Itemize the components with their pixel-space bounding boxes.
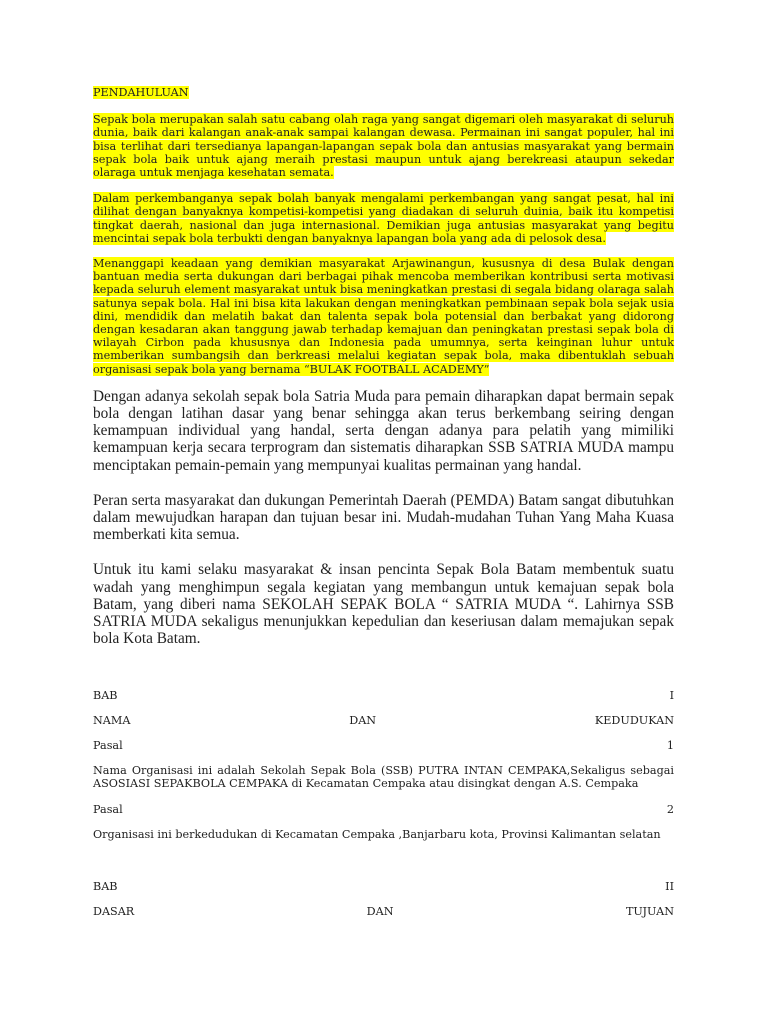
- bab-number: II: [665, 879, 674, 893]
- pasal-label: Pasal: [93, 802, 123, 816]
- bab1-title-row: [93, 714, 674, 727]
- pasal2-heading-row: [93, 803, 674, 816]
- bab2-title-word-3: TUJUAN: [625, 905, 674, 919]
- intro-paragraph-1: Sepak bola merupakan salah satu cabang olah raga yang sangat digemari oleh masyarakat di seluruh dunia, baik dari kalangan anak-anak sampai kalangan dewasa. Permainan ini sangat populer, hal ini bisa terlihat dari tersedianya lapangan-lapangan sepak bola dan antusias masyarakat yang bermain sepak bola baik untuk ajang meraih prestasi maupun untuk ajang berekreasi ataupun sekedar olaraga untuk menjaga kesehatan semata.: [93, 113, 674, 180]
- pasal-number: 2: [666, 802, 674, 816]
- bab1-title-word-3: KEDUDUKAN: [594, 713, 674, 727]
- intro-paragraph-5: Peran serta masyarakat dan dukungan Pemerintah Daerah (PEMDA) Batam sangat dibutuhkan dalam mewujudkan harapan dan tujuan besar ini. Mudah-mudahan Tuhan Yang Maha Kuasa memberkati kita semua.: [93, 491, 674, 544]
- pasal-label: Pasal: [93, 738, 123, 752]
- bab1-title-word-2: DAN: [349, 713, 377, 727]
- document-page: [93, 86, 674, 918]
- intro-paragraph-6: Untuk itu kami selaku masyarakat & insan pencinta Sepak Bola Batam membentuk suatu wadah yang menghimpun segala kegiatan yang membangun untuk kemajuan sepak bola Batam, yang diberi nama SEKOLAH SEPAK BOLA “ SATRIA MUDA “. Lahirnya SSB SATRIA MUDA sekaligus menunjukkan kepedulian dan keseriusan dalam memajukan sepak bola Kota Batam.: [93, 561, 674, 648]
- bab-number: I: [669, 688, 674, 702]
- intro-paragraph-3: Menanggapi keadaan yang demikian masyarakat Arjawinangun, kususnya di desa Bulak dengan bantuan media serta dukungan dari berbagai pihak mencoba memberikan kontribusi serta motivasi kepada seluruh element masyarakat untuk bisa meningkatkan prestasi di segala bidang olaraga salah satunya sepak bola. Hal ini bisa kita lakukan dengan meningkatkan pembinaan sepak bola sejak usia dini, mendidik dan melatih bakat dan talenta sepak bola potensial dan berbakat yang didorong dengan kesadaran akan tanggung jawab terhadap kemajuan dan peningkatan prestasi sepak bola di wilayah Cirbon pada khususnya dan Indonesia pada umumnya, serta keinginan luhur untuk memberikan sumbangsih dan berkreasi melalui kegiatan sepak bola, maka dibentuklah sebuah organisasi sepak bola yang bernama “BULAK FOOTBALL ACADEMY”: [93, 257, 674, 376]
- pasal1-heading-row: [93, 739, 674, 752]
- bab2-title-row: [93, 905, 674, 918]
- bab2-section: [93, 880, 674, 918]
- intro-paragraph-4: Dengan adanya sekolah sepak bola Satria Muda para pemain diharapkan dapat bermain sepak bola dengan latihan dasar yang benar sehingga akan terus berkembang seiring dengan kemampuan individual yang handal, serta dengan adanya para pelatih yang mimiliki kemampuan kerja secara terprogram dan sistematis diharapkan SSB SATRIA MUDA mampu menciptakan pemain-pemain yang mempunyai kualitas permainan yang handal.: [93, 387, 674, 474]
- intro-paragraph-2: Dalam perkembanganya sepak bolah banyak mengalami perkembangan yang sangat pesat, hal ini dilihat dengan banyaknya kompetisi-kompetisi yang diadakan di seluruh duinia, baik itu kompetisi tingkat daerah, nasional dan juga internasional. Demikian juga antusias masyarakat yang begitu mencintai sepak bola terbukti dengan banyaknya lapangan bola yang ada di pelosok desa.: [93, 192, 674, 245]
- bab-label: BAB: [93, 879, 118, 893]
- bab-label: BAB: [93, 688, 118, 702]
- pasal2-text: Organisasi ini berkedudukan di Kecamatan Cempaka ,Banjarbaru kota, Provinsi Kalimantan selatan: [93, 827, 661, 841]
- pasal1-text: Nama Organisasi ini adalah Sekolah Sepak Bola (SSB) PUTRA INTAN CEMPAKA,Sekaligus sebagai ASOSIASI SEPAKBOLA CEMPAKA di Kecamatan Cempaka atau disingkat dengan A.S. Cempaka: [93, 764, 674, 791]
- intro-heading: PENDAHULUAN: [93, 86, 189, 99]
- bab2-title-word-1: DASAR: [93, 905, 135, 919]
- pasal-number: 1: [666, 738, 674, 752]
- bab2-title-word-2: DAN: [366, 905, 394, 919]
- bab1-title-word-1: NAMA: [93, 713, 131, 727]
- bab2-heading-row: [93, 880, 674, 893]
- bab1-section: [93, 689, 674, 841]
- bab1-heading-row: [93, 689, 674, 702]
